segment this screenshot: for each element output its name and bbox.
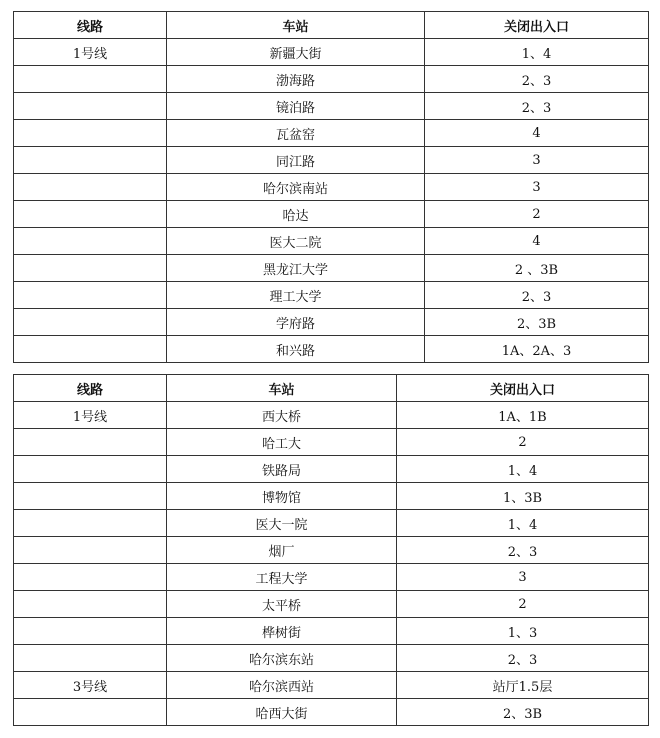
closed-exits-cell: 2 <box>397 591 649 618</box>
closed-exits-cell: 3 <box>425 147 649 174</box>
station-cell: 哈尔滨东站 <box>167 645 397 672</box>
line-cell <box>14 228 167 255</box>
closed-exits-cell: 2 <box>397 429 649 456</box>
station-cell: 工程大学 <box>167 564 397 591</box>
closed-exits-cell: 4 <box>425 228 649 255</box>
table-row <box>14 591 649 618</box>
line-cell <box>14 564 167 591</box>
station-cell: 医大二院 <box>167 228 425 255</box>
closed-exits-cell: 2、3 <box>397 537 649 564</box>
exit-closure-table-2 <box>13 374 649 726</box>
station-cell: 学府路 <box>167 309 425 336</box>
closed-exits-cell: 2、3B <box>425 309 649 336</box>
line-cell <box>14 93 167 120</box>
table-row <box>14 483 649 510</box>
header-line: 线路 <box>14 375 167 402</box>
line-cell <box>14 336 167 363</box>
header-station: 车站 <box>167 12 425 39</box>
station-cell: 新疆大街 <box>167 39 425 66</box>
station-cell: 黑龙江大学 <box>167 255 425 282</box>
line-cell <box>14 591 167 618</box>
line-cell <box>14 429 167 456</box>
table-row <box>14 282 649 309</box>
line-cell <box>14 66 167 93</box>
table-row <box>14 564 649 591</box>
line-cell <box>14 483 167 510</box>
line-cell: 1号线 <box>14 39 167 66</box>
closed-exits-cell: 2、3 <box>425 66 649 93</box>
station-cell: 哈尔滨南站 <box>167 174 425 201</box>
line-cell <box>14 537 167 564</box>
line-cell <box>14 309 167 336</box>
table-row <box>14 201 649 228</box>
closed-exits-cell: 1、3B <box>397 483 649 510</box>
station-cell: 烟厂 <box>167 537 397 564</box>
table-row <box>14 537 649 564</box>
closed-exits-cell: 2 <box>425 201 649 228</box>
line-cell <box>14 699 167 726</box>
table-row <box>14 174 649 201</box>
table-row <box>14 510 649 537</box>
closed-exits-cell: 2、3 <box>397 645 649 672</box>
header-station: 车站 <box>167 375 397 402</box>
table-row <box>14 39 649 66</box>
station-cell: 同江路 <box>167 147 425 174</box>
station-cell: 哈尔滨西站 <box>167 672 397 699</box>
table-row <box>14 66 649 93</box>
station-cell: 博物馆 <box>167 483 397 510</box>
table-row <box>14 228 649 255</box>
station-cell: 医大一院 <box>167 510 397 537</box>
station-cell: 镜泊路 <box>167 93 425 120</box>
header-closed-exits: 关闭出入口 <box>425 12 649 39</box>
line-cell <box>14 147 167 174</box>
table-row <box>14 309 649 336</box>
table-row <box>14 699 649 726</box>
station-cell: 太平桥 <box>167 591 397 618</box>
table-row <box>14 618 649 645</box>
header-line: 线路 <box>14 12 167 39</box>
closed-exits-cell: 1、4 <box>397 510 649 537</box>
line-cell: 1号线 <box>14 402 167 429</box>
closed-exits-cell: 1、4 <box>397 456 649 483</box>
table-row <box>14 336 649 363</box>
closed-exits-cell: 2、3 <box>425 93 649 120</box>
table-row <box>14 93 649 120</box>
header-closed-exits: 关闭出入口 <box>397 375 649 402</box>
closed-exits-cell: 2 、3B <box>425 255 649 282</box>
line-cell <box>14 201 167 228</box>
table-row <box>14 120 649 147</box>
closed-exits-cell: 4 <box>425 120 649 147</box>
station-cell: 西大桥 <box>167 402 397 429</box>
station-cell: 哈西大街 <box>167 699 397 726</box>
line-cell <box>14 174 167 201</box>
closed-exits-cell: 1、3 <box>397 618 649 645</box>
closed-exits-cell: 1A、1B <box>397 402 649 429</box>
closed-exits-cell: 站厅1.5层 <box>397 672 649 699</box>
table-header-row <box>14 12 649 39</box>
station-cell: 和兴路 <box>167 336 425 363</box>
closed-exits-cell: 1、4 <box>425 39 649 66</box>
line-cell <box>14 255 167 282</box>
closed-exits-cell: 1A、2A、3 <box>425 336 649 363</box>
closed-exits-cell: 3 <box>425 174 649 201</box>
table-row <box>14 456 649 483</box>
line-cell <box>14 510 167 537</box>
table-row <box>14 429 649 456</box>
station-cell: 桦树街 <box>167 618 397 645</box>
station-cell: 哈达 <box>167 201 425 228</box>
table-row <box>14 645 649 672</box>
line-cell <box>14 456 167 483</box>
station-cell: 理工大学 <box>167 282 425 309</box>
closed-exits-cell: 2、3B <box>397 699 649 726</box>
line-cell <box>14 618 167 645</box>
line-cell <box>14 645 167 672</box>
closed-exits-cell: 2、3 <box>425 282 649 309</box>
station-cell: 铁路局 <box>167 456 397 483</box>
station-cell: 渤海路 <box>167 66 425 93</box>
line-cell <box>14 120 167 147</box>
station-cell: 瓦盆窑 <box>167 120 425 147</box>
table-row <box>14 402 649 429</box>
line-cell: 3号线 <box>14 672 167 699</box>
exit-closure-table-1 <box>13 11 649 363</box>
closed-exits-cell: 3 <box>397 564 649 591</box>
station-cell: 哈工大 <box>167 429 397 456</box>
table-row <box>14 672 649 699</box>
table-row <box>14 255 649 282</box>
line-cell <box>14 282 167 309</box>
table-row <box>14 147 649 174</box>
table-header-row <box>14 375 649 402</box>
